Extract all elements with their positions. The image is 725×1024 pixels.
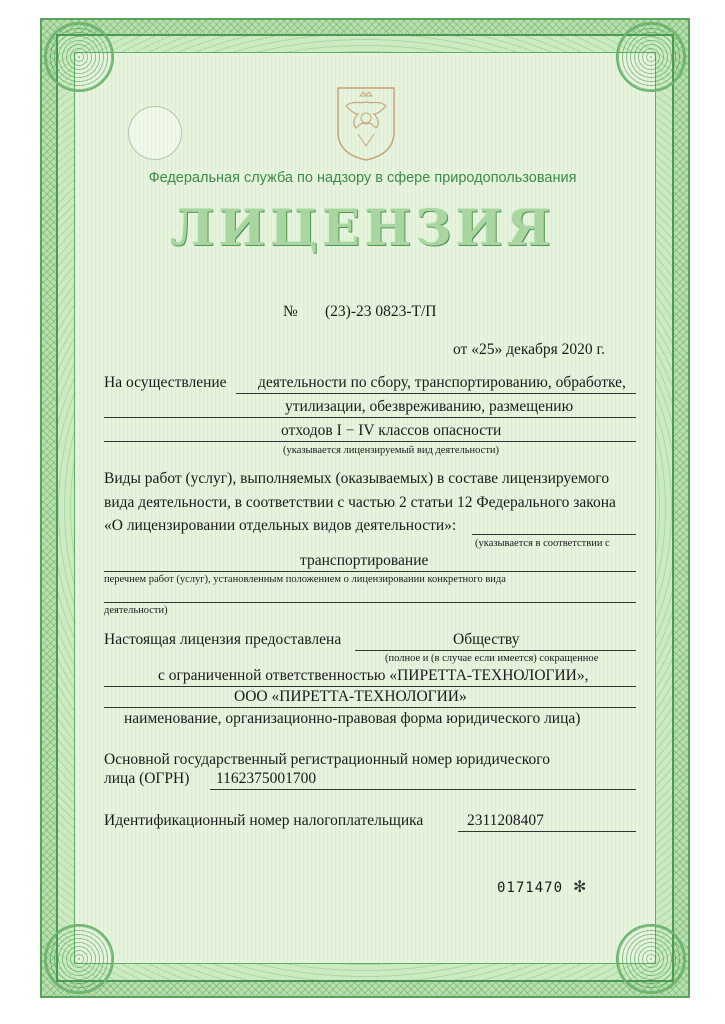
underline	[355, 650, 636, 651]
ogrn-label-1: Основной государственный регистрационный номер юридического	[104, 751, 550, 768]
works-text-1: Виды работ (услуг), выполняемых (оказываемых) в составе лицензируемого	[104, 470, 610, 487]
underline	[104, 417, 636, 418]
issuing-agency: Федеральная служба по надзору в сфере природопользования	[148, 170, 577, 186]
underline	[472, 534, 636, 535]
underline	[104, 686, 636, 687]
underline	[458, 831, 636, 832]
works-hint-1: (указывается в соответствии с	[475, 538, 610, 549]
document-title: ЛИЦЕНЗИЯ	[170, 198, 555, 257]
works-text-2: вида деятельности, в соответствии с частью 2 статьи 12 Федерального закона	[104, 494, 616, 511]
activity-line-3: отходов I − IV классов опасности	[281, 422, 502, 439]
activity-label: На осуществление	[104, 374, 227, 391]
number-label: №	[283, 303, 298, 320]
underline	[236, 393, 636, 394]
corner-ornament-top-left	[44, 22, 114, 92]
corner-ornament-bottom-left	[44, 924, 114, 994]
activity-hint: (указывается лицензируемый вид деятельности)	[283, 445, 500, 456]
asterisk-icon: ✻	[573, 879, 587, 896]
holder-value-2: с ограниченной ответственностью «ПИРЕТТА-ТЕХНОЛОГИИ»,	[158, 667, 589, 684]
license-number: (23)-23 0823-Т/П	[325, 303, 437, 320]
works-hint-3: деятельности)	[104, 605, 168, 616]
holder-label: Настоящая лицензия предоставлена	[104, 631, 342, 648]
works-hint-2: перечнем работ (услуг), установленным положением о лицензировании конкретного вида	[104, 574, 506, 585]
underline	[104, 571, 636, 572]
hologram-seal-icon	[128, 106, 182, 160]
coat-of-arms-icon	[334, 84, 398, 162]
underline	[104, 441, 636, 442]
holder-value-3: ООО «ПИРЕТТА-ТЕХНОЛОГИИ»	[234, 688, 467, 705]
ogrn-value: 1162375001700	[216, 770, 317, 787]
inn-value: 2311208407	[467, 812, 544, 829]
corner-ornament-top-right	[616, 22, 686, 92]
corner-ornament-bottom-right	[616, 924, 686, 994]
underline	[104, 707, 636, 708]
works-value: транспортирование	[300, 552, 429, 569]
activity-line-2: утилизации, обезвреживанию, размещению	[285, 398, 574, 415]
holder-hint-1: (полное и (в случае если имеется) сокращенное	[385, 653, 599, 664]
ogrn-label-2: лица (ОГРН)	[104, 770, 190, 787]
works-text-3: «О лицензировании отдельных видов деятельности»:	[104, 517, 457, 534]
activity-line-1: деятельности по сбору, транспортированию, обработке,	[258, 374, 626, 391]
underline	[210, 789, 636, 790]
license-date: от «25» декабря 2020 г.	[453, 341, 606, 358]
underline	[104, 602, 636, 603]
holder-hint-2: наименование, организационно-правовая форма юридического лица)	[124, 710, 581, 727]
holder-value-1: Обществу	[453, 631, 520, 648]
inn-label: Идентификационный номер налогоплательщика	[104, 812, 424, 829]
blank-serial-number: 0171470	[497, 880, 564, 896]
